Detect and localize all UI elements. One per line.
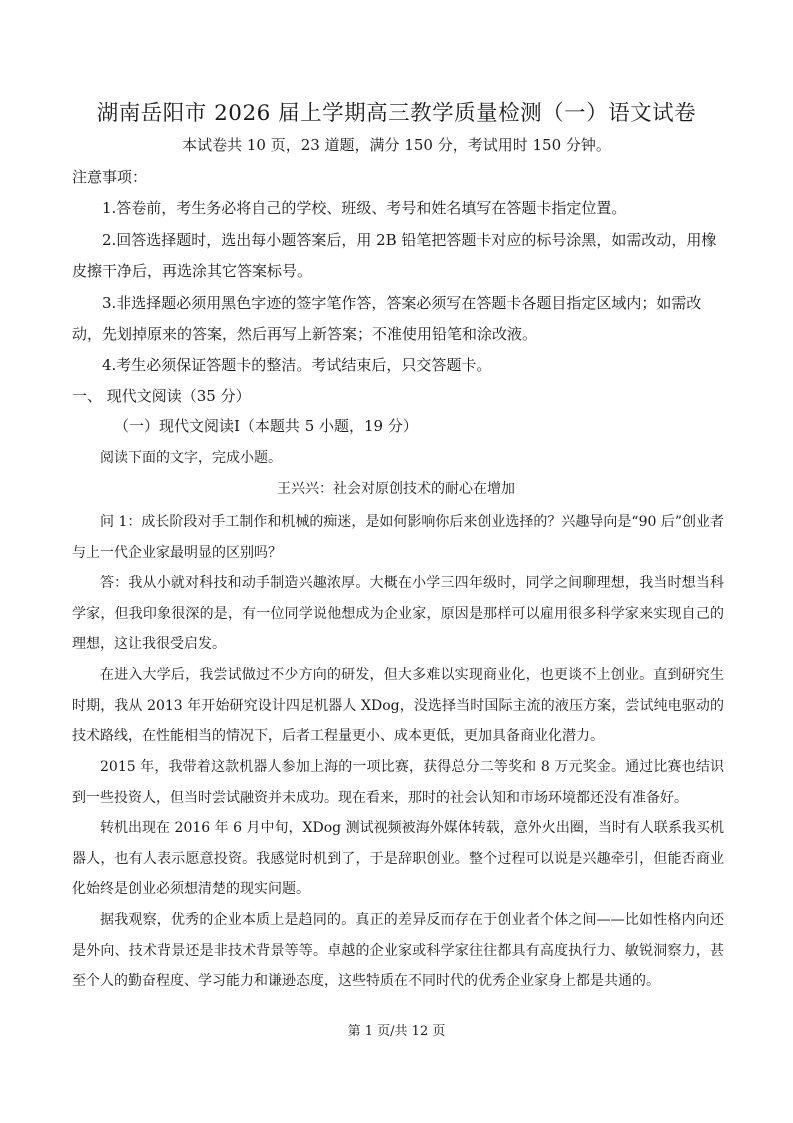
article-paragraph	[72, 752, 724, 813]
section-heading: 一、 现代文阅读（35 分）	[72, 387, 251, 405]
exam-title: 湖南岳阳市 2026 届上学期高三教学质量检测（一）语文试卷	[96, 101, 697, 126]
notice-heading: 注意事项：	[72, 168, 148, 186]
notice-item-3: 3.非选择题必须用黑色字迹的签字笔作答，答案必须写在答题卡各题目指定区域内；如需改动，先划掉原来的答案，然后再写上新答案；不准使用铅笔和涂改液。	[72, 294, 702, 343]
notice-item-2: 2.回答选择题时，选出每小题答案后，用 2B 铅笔把答题卡对应的标号涂黑，如需改动，用橡皮擦干净后，再选涂其它答案标号。	[72, 231, 717, 280]
article-paragraph-2: 答：我从小就对科技和动手制造兴趣浓厚。大概在小学三四年级时，同学之间聊理想，我当时想当科学家，但我印象很深的是，有一位同学说他想成为企业家，原因是那样可以雇用很多科学家来实现自己的理想，这让我很受启发。	[72, 575, 724, 653]
section-sub-heading: （一）现代文阅读Ⅰ（本题共 5 小题，19 分）	[114, 417, 418, 435]
article-paragraph	[72, 905, 724, 997]
exam-subtitle: 本试卷共 10 页，23 道题，满分 150 分，考试用时 150 分钟。	[182, 136, 611, 154]
article-paragraph	[72, 507, 724, 568]
article-paragraph-5: 转机出现在 2016 年 6 月中旬，XDog 测试视频被海外媒体转载，意外火出圈，当时有人联系我买机器人，也有人表示愿意投资。我感觉时机到了，于是辞职创业。整个过程可以说是兴趣牵引，但能否商业化始终是创业必须想清楚的现实问题。	[72, 820, 724, 898]
notice-item-4: 4.考生必须保证答题卡的整洁。考试结束后，只交答题卡。	[102, 356, 492, 374]
article-paragraph-1: 问 1：成长阶段对手工制作和机械的痴迷，是如何影响你后来创业选择的？兴趣导向是“90 后”创业者与上一代企业家最明显的区别吗？	[72, 514, 724, 561]
article-paragraph	[72, 568, 724, 660]
article-paragraph-6: 据我观察，优秀的企业本质上是趋同的。真正的差异反而存在于创业者个体之间——比如性格内向还是外向、技术背景还是非技术背景等等。卓越的企业家或科学家往往都具有高度执行力、敏锐洞察力，甚至个人的勤奋程度、学习能力和谦逊态度，这些特质在不同时代的优秀企业家身上都是共通的。	[72, 912, 724, 990]
article-paragraph-4: 2015 年，我带着这款机器人参加上海的一项比赛，获得总分二等奖和 8 万元奖金。通过比赛也结识到一些投资人，但当时尝试融资并未成功。现在看来，那时的社会认知和市场环境都还没有准备好。	[72, 759, 724, 806]
article-paragraph	[72, 813, 724, 905]
reading-instruction: 阅读下面的文字，完成小题。	[100, 450, 282, 466]
page-number: 第 1 页/共 12 页	[347, 1024, 446, 1039]
article-paragraph	[72, 660, 724, 752]
notice-item-1: 1.答卷前，考生务必将自己的学校、班级、考号和姓名填写在答题卡指定位置。	[102, 199, 627, 217]
article-title: 王兴兴：社会对原创技术的耐心在增加	[277, 481, 515, 497]
article-paragraph-3: 在进入大学后，我尝试做过不少方向的研发，但大多难以实现商业化，也更谈不上创业。直到研究生时期，我从 2013 年开始研究设计四足机器人 XDog，没选择当时国际主流的液压方案，尝试纯电驱动的技术路线，在性能相当的情况下，后者工程量更小、成本更低，更加具备商业化潜力。	[72, 667, 724, 745]
